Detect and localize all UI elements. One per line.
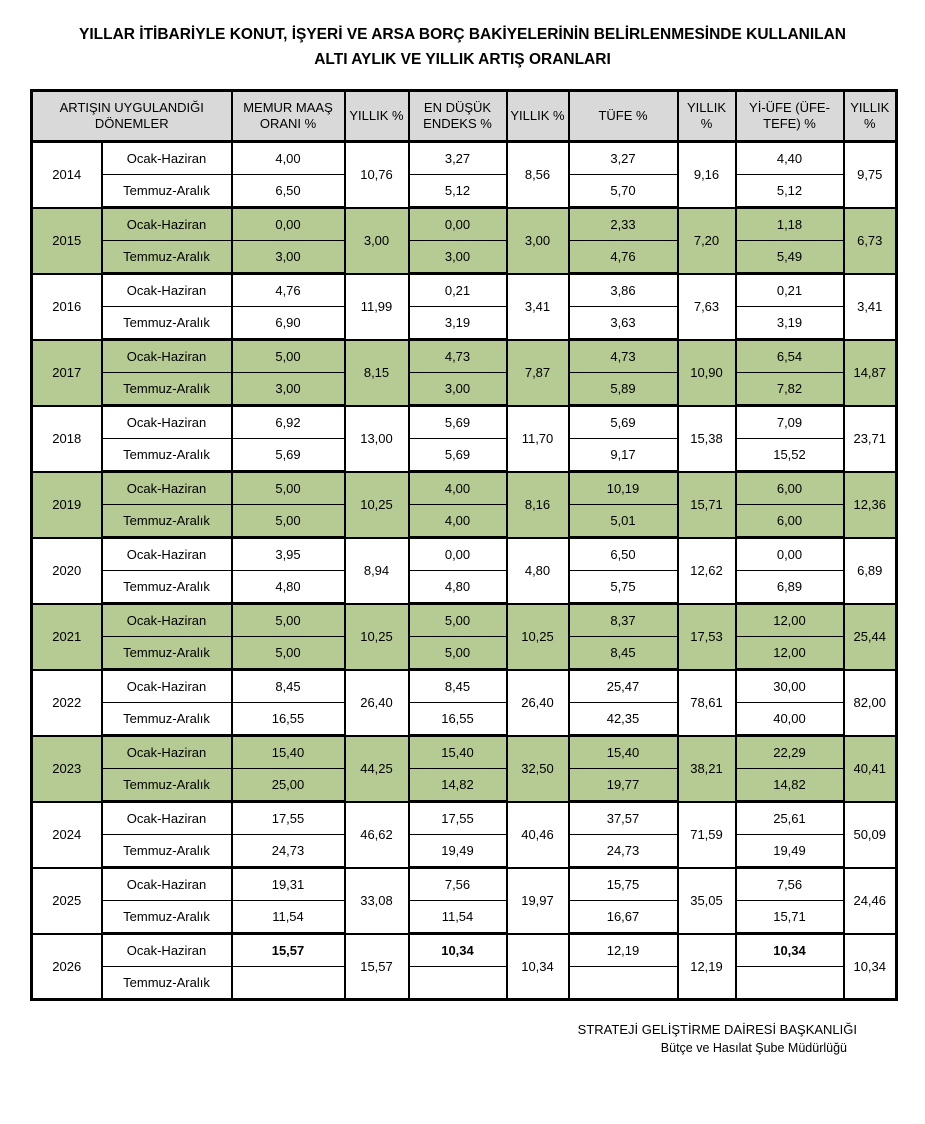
tufe-h1-cell: 25,47 [569, 670, 678, 703]
endeks-h2-cell: 11,54 [409, 901, 507, 934]
row-2015-first-half [32, 208, 897, 241]
endeks-yearly-cell: 40,46 [507, 802, 569, 868]
memur-yearly-cell: 11,99 [345, 274, 409, 340]
memur-h2-cell: 24,73 [232, 835, 345, 868]
year-cell: 2023 [32, 736, 102, 802]
tufe-h1-cell: 10,19 [569, 472, 678, 505]
yiufe-h2-cell: 5,49 [736, 241, 844, 274]
endeks-h1-cell: 10,34 [409, 934, 507, 967]
endeks-h2-cell: 3,19 [409, 307, 507, 340]
memur-h1-cell: 4,76 [232, 274, 345, 307]
tufe-h2-cell: 24,73 [569, 835, 678, 868]
year-cell: 2018 [32, 406, 102, 472]
title-line-2: ALTI AYLIK VE YILLIK ARTIŞ ORANLARI [314, 51, 611, 68]
memur-h1-cell: 5,00 [232, 472, 345, 505]
memur-yearly-cell: 8,94 [345, 538, 409, 604]
header-yillik-4: YILLIK % [844, 91, 897, 142]
period-cell: Ocak-Haziran [102, 538, 232, 571]
tufe-yearly-cell: 35,05 [678, 868, 736, 934]
yiufe-h2-cell [736, 967, 844, 1000]
tufe-yearly-cell: 71,59 [678, 802, 736, 868]
yiufe-h2-cell: 5,12 [736, 175, 844, 208]
tufe-h1-cell: 37,57 [569, 802, 678, 835]
row-2017-second-half [32, 373, 897, 406]
period-cell: Ocak-Haziran [102, 736, 232, 769]
yiufe-h2-cell: 15,71 [736, 901, 844, 934]
endeks-h2-cell: 3,00 [409, 373, 507, 406]
yiufe-h1-cell: 0,00 [736, 538, 844, 571]
memur-h2-cell: 6,90 [232, 307, 345, 340]
header-en-dusuk-endeks: EN DÜŞÜK ENDEKS % [409, 91, 507, 142]
endeks-h2-cell: 4,00 [409, 505, 507, 538]
year-cell: 2017 [32, 340, 102, 406]
yiufe-h1-cell: 10,34 [736, 934, 844, 967]
tufe-h1-cell: 2,33 [569, 208, 678, 241]
year-cell: 2019 [32, 472, 102, 538]
endeks-h2-cell: 19,49 [409, 835, 507, 868]
yiufe-yearly-cell: 6,73 [844, 208, 897, 274]
period-cell: Temmuz-Aralık [102, 967, 232, 1000]
memur-h2-cell: 16,55 [232, 703, 345, 736]
yiufe-h1-cell: 6,54 [736, 340, 844, 373]
endeks-yearly-cell: 3,41 [507, 274, 569, 340]
tufe-h1-cell: 5,69 [569, 406, 678, 439]
memur-yearly-cell: 8,15 [345, 340, 409, 406]
memur-h2-cell: 5,00 [232, 637, 345, 670]
year-cell: 2014 [32, 142, 102, 208]
tufe-h1-cell: 8,37 [569, 604, 678, 637]
header-yillik-1: YILLIK % [345, 91, 409, 142]
memur-yearly-cell: 44,25 [345, 736, 409, 802]
endeks-h1-cell: 8,45 [409, 670, 507, 703]
tufe-yearly-cell: 10,90 [678, 340, 736, 406]
period-cell: Temmuz-Aralık [102, 439, 232, 472]
tufe-h1-cell: 15,40 [569, 736, 678, 769]
period-cell: Ocak-Haziran [102, 472, 232, 505]
yiufe-h1-cell: 0,21 [736, 274, 844, 307]
memur-h1-cell: 0,00 [232, 208, 345, 241]
period-cell: Ocak-Haziran [102, 802, 232, 835]
yiufe-h1-cell: 30,00 [736, 670, 844, 703]
yiufe-h1-cell: 7,09 [736, 406, 844, 439]
year-cell: 2026 [32, 934, 102, 1000]
yiufe-yearly-cell: 25,44 [844, 604, 897, 670]
memur-yearly-cell: 3,00 [345, 208, 409, 274]
yiufe-yearly-cell: 50,09 [844, 802, 897, 868]
tufe-h2-cell: 4,76 [569, 241, 678, 274]
endeks-h1-cell: 5,00 [409, 604, 507, 637]
row-2023-second-half [32, 769, 897, 802]
period-cell: Temmuz-Aralık [102, 175, 232, 208]
endeks-h1-cell: 15,40 [409, 736, 507, 769]
row-2017-first-half [32, 340, 897, 373]
header-donemler: ARTIŞIN UYGULANDIĞI DÖNEMLER [32, 91, 232, 142]
tufe-yearly-cell: 38,21 [678, 736, 736, 802]
endeks-yearly-cell: 8,16 [507, 472, 569, 538]
year-cell: 2022 [32, 670, 102, 736]
header-yillik-3: YILLIK % [678, 91, 736, 142]
row-2022-first-half [32, 670, 897, 703]
period-cell: Temmuz-Aralık [102, 637, 232, 670]
memur-h2-cell: 4,80 [232, 571, 345, 604]
endeks-h2-cell: 5,00 [409, 637, 507, 670]
tufe-h2-cell: 3,63 [569, 307, 678, 340]
period-cell: Ocak-Haziran [102, 604, 232, 637]
period-cell: Ocak-Haziran [102, 142, 232, 175]
period-cell: Ocak-Haziran [102, 868, 232, 901]
row-2024-first-half [32, 802, 897, 835]
row-2024-second-half [32, 835, 897, 868]
period-cell: Ocak-Haziran [102, 274, 232, 307]
row-2018-first-half [32, 406, 897, 439]
period-cell: Ocak-Haziran [102, 340, 232, 373]
yiufe-yearly-cell: 23,71 [844, 406, 897, 472]
row-2015-second-half [32, 241, 897, 274]
period-cell: Temmuz-Aralık [102, 835, 232, 868]
period-cell: Ocak-Haziran [102, 208, 232, 241]
tufe-h2-cell: 5,70 [569, 175, 678, 208]
tufe-h2-cell: 5,01 [569, 505, 678, 538]
period-cell: Temmuz-Aralık [102, 703, 232, 736]
row-2021-first-half [32, 604, 897, 637]
memur-h2-cell: 5,00 [232, 505, 345, 538]
period-cell: Temmuz-Aralık [102, 769, 232, 802]
endeks-yearly-cell: 10,34 [507, 934, 569, 1000]
tufe-h1-cell: 3,27 [569, 142, 678, 175]
endeks-yearly-cell: 11,70 [507, 406, 569, 472]
row-2023-first-half [32, 736, 897, 769]
endeks-h2-cell: 5,69 [409, 439, 507, 472]
tufe-h1-cell: 12,19 [569, 934, 678, 967]
yiufe-h2-cell: 14,82 [736, 769, 844, 802]
yiufe-yearly-cell: 82,00 [844, 670, 897, 736]
endeks-h1-cell: 17,55 [409, 802, 507, 835]
endeks-yearly-cell: 19,97 [507, 868, 569, 934]
header-row [32, 91, 897, 142]
tufe-h1-cell: 4,73 [569, 340, 678, 373]
yiufe-h1-cell: 7,56 [736, 868, 844, 901]
endeks-h1-cell: 0,21 [409, 274, 507, 307]
row-2014-second-half [32, 175, 897, 208]
memur-h2-cell [232, 967, 345, 1000]
year-cell: 2015 [32, 208, 102, 274]
row-2018-second-half [32, 439, 897, 472]
year-cell: 2020 [32, 538, 102, 604]
tufe-h2-cell [569, 967, 678, 1000]
memur-h1-cell: 4,00 [232, 142, 345, 175]
yiufe-yearly-cell: 9,75 [844, 142, 897, 208]
year-cell: 2016 [32, 274, 102, 340]
title-line-1: YILLAR İTİBARİYLE KONUT, İŞYERİ VE ARSA BORÇ BAKİYELERİNİN BELİRLENMESİNDE KULLANILAN [79, 26, 846, 43]
yiufe-h2-cell: 6,00 [736, 505, 844, 538]
tufe-h2-cell: 19,77 [569, 769, 678, 802]
endeks-h2-cell: 5,12 [409, 175, 507, 208]
memur-h1-cell: 3,95 [232, 538, 345, 571]
tufe-h2-cell: 5,75 [569, 571, 678, 604]
memur-h1-cell: 6,92 [232, 406, 345, 439]
period-cell: Temmuz-Aralık [102, 571, 232, 604]
header-yillik-2: YILLIK % [507, 91, 569, 142]
tufe-yearly-cell: 17,53 [678, 604, 736, 670]
year-cell: 2021 [32, 604, 102, 670]
tufe-yearly-cell: 78,61 [678, 670, 736, 736]
endeks-h2-cell: 16,55 [409, 703, 507, 736]
yiufe-h2-cell: 3,19 [736, 307, 844, 340]
page-title [0, 22, 925, 72]
memur-h1-cell: 19,31 [232, 868, 345, 901]
endeks-yearly-cell: 26,40 [507, 670, 569, 736]
endeks-yearly-cell: 10,25 [507, 604, 569, 670]
memur-yearly-cell: 15,57 [345, 934, 409, 1000]
period-cell: Ocak-Haziran [102, 934, 232, 967]
memur-h1-cell: 15,40 [232, 736, 345, 769]
endeks-yearly-cell: 7,87 [507, 340, 569, 406]
memur-h1-cell: 17,55 [232, 802, 345, 835]
endeks-yearly-cell: 8,56 [507, 142, 569, 208]
yiufe-yearly-cell: 24,46 [844, 868, 897, 934]
memur-yearly-cell: 13,00 [345, 406, 409, 472]
tufe-h1-cell: 15,75 [569, 868, 678, 901]
tufe-yearly-cell: 15,38 [678, 406, 736, 472]
yiufe-h2-cell: 7,82 [736, 373, 844, 406]
header-tufe: TÜFE % [569, 91, 678, 142]
period-cell: Ocak-Haziran [102, 406, 232, 439]
tufe-h2-cell: 9,17 [569, 439, 678, 472]
footer-sub-department: Bütçe ve Hasılat Şube Müdürlüğü [660, 1041, 847, 1055]
rates-table [30, 89, 898, 1001]
period-cell: Temmuz-Aralık [102, 241, 232, 274]
yiufe-h2-cell: 15,52 [736, 439, 844, 472]
memur-yearly-cell: 33,08 [345, 868, 409, 934]
tufe-h1-cell: 3,86 [569, 274, 678, 307]
memur-h1-cell: 8,45 [232, 670, 345, 703]
endeks-h2-cell: 3,00 [409, 241, 507, 274]
yiufe-yearly-cell: 14,87 [844, 340, 897, 406]
row-2019-first-half [32, 472, 897, 505]
tufe-h2-cell: 16,67 [569, 901, 678, 934]
endeks-h2-cell: 14,82 [409, 769, 507, 802]
tufe-yearly-cell: 7,63 [678, 274, 736, 340]
row-2014-first-half [32, 142, 897, 175]
memur-yearly-cell: 26,40 [345, 670, 409, 736]
row-2026-second-half [32, 967, 897, 1000]
endeks-h2-cell [409, 967, 507, 1000]
memur-h2-cell: 25,00 [232, 769, 345, 802]
yiufe-h1-cell: 12,00 [736, 604, 844, 637]
endeks-h2-cell: 4,80 [409, 571, 507, 604]
endeks-yearly-cell: 3,00 [507, 208, 569, 274]
yiufe-h1-cell: 22,29 [736, 736, 844, 769]
endeks-yearly-cell: 4,80 [507, 538, 569, 604]
endeks-h1-cell: 3,27 [409, 142, 507, 175]
yiufe-yearly-cell: 40,41 [844, 736, 897, 802]
yiufe-h2-cell: 19,49 [736, 835, 844, 868]
tufe-yearly-cell: 12,19 [678, 934, 736, 1000]
yiufe-h1-cell: 6,00 [736, 472, 844, 505]
footer [0, 1021, 857, 1057]
memur-yearly-cell: 10,25 [345, 604, 409, 670]
header-yi-ufe: Yİ-ÜFE (ÜFE-TEFE) % [736, 91, 844, 142]
memur-yearly-cell: 46,62 [345, 802, 409, 868]
yiufe-h2-cell: 40,00 [736, 703, 844, 736]
yiufe-h1-cell: 4,40 [736, 142, 844, 175]
tufe-yearly-cell: 15,71 [678, 472, 736, 538]
memur-yearly-cell: 10,76 [345, 142, 409, 208]
period-cell: Temmuz-Aralık [102, 307, 232, 340]
endeks-h1-cell: 0,00 [409, 208, 507, 241]
memur-h2-cell: 11,54 [232, 901, 345, 934]
year-cell: 2024 [32, 802, 102, 868]
yiufe-h1-cell: 1,18 [736, 208, 844, 241]
row-2025-second-half [32, 901, 897, 934]
tufe-yearly-cell: 9,16 [678, 142, 736, 208]
memur-h2-cell: 3,00 [232, 373, 345, 406]
yiufe-yearly-cell: 3,41 [844, 274, 897, 340]
endeks-h1-cell: 7,56 [409, 868, 507, 901]
period-cell: Temmuz-Aralık [102, 901, 232, 934]
period-cell: Temmuz-Aralık [102, 505, 232, 538]
tufe-h2-cell: 5,89 [569, 373, 678, 406]
period-cell: Ocak-Haziran [102, 670, 232, 703]
tufe-h1-cell: 6,50 [569, 538, 678, 571]
yiufe-h1-cell: 25,61 [736, 802, 844, 835]
row-2020-second-half [32, 571, 897, 604]
row-2021-second-half [32, 637, 897, 670]
memur-h1-cell: 5,00 [232, 604, 345, 637]
tufe-yearly-cell: 7,20 [678, 208, 736, 274]
tufe-h2-cell: 8,45 [569, 637, 678, 670]
endeks-h1-cell: 0,00 [409, 538, 507, 571]
endeks-h1-cell: 4,73 [409, 340, 507, 373]
memur-h1-cell: 5,00 [232, 340, 345, 373]
yiufe-yearly-cell: 12,36 [844, 472, 897, 538]
row-2022-second-half [32, 703, 897, 736]
endeks-yearly-cell: 32,50 [507, 736, 569, 802]
yiufe-h2-cell: 12,00 [736, 637, 844, 670]
endeks-h1-cell: 4,00 [409, 472, 507, 505]
yiufe-yearly-cell: 10,34 [844, 934, 897, 1000]
tufe-h2-cell: 42,35 [569, 703, 678, 736]
year-cell: 2025 [32, 868, 102, 934]
row-2016-second-half [32, 307, 897, 340]
memur-h2-cell: 5,69 [232, 439, 345, 472]
memur-h2-cell: 3,00 [232, 241, 345, 274]
tufe-yearly-cell: 12,62 [678, 538, 736, 604]
memur-h2-cell: 6,50 [232, 175, 345, 208]
yiufe-yearly-cell: 6,89 [844, 538, 897, 604]
yiufe-h2-cell: 6,89 [736, 571, 844, 604]
row-2025-first-half [32, 868, 897, 901]
period-cell: Temmuz-Aralık [102, 373, 232, 406]
row-2016-first-half [32, 274, 897, 307]
header-memur-maas-orani: MEMUR MAAŞ ORANI % [232, 91, 345, 142]
footer-department: STRATEJİ GELİŞTİRME DAİRESİ BAŞKANLIĞI [577, 1022, 857, 1037]
row-2026-first-half [32, 934, 897, 967]
endeks-h1-cell: 5,69 [409, 406, 507, 439]
memur-yearly-cell: 10,25 [345, 472, 409, 538]
memur-h1-cell: 15,57 [232, 934, 345, 967]
row-2020-first-half [32, 538, 897, 571]
row-2019-second-half [32, 505, 897, 538]
